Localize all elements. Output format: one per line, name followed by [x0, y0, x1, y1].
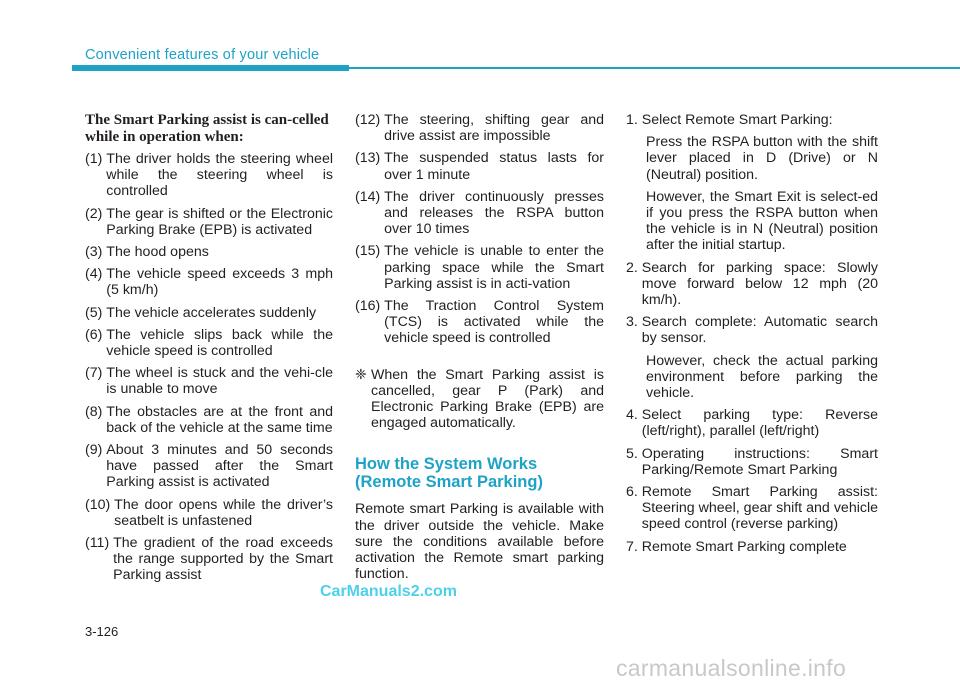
list-item: [355, 150, 604, 182]
step-head: [626, 314, 878, 346]
item-number: (16): [355, 298, 385, 315]
list-item: [85, 327, 333, 359]
item-number: (1): [85, 151, 107, 167]
operation-steps-list: [626, 112, 878, 555]
step-text: Operating instructions: Smart Parking/Remote Smart Parking: [641, 445, 878, 478]
item-number: (6): [85, 326, 107, 343]
header-rule: [349, 67, 960, 69]
header-accent-bar: [72, 65, 349, 71]
step-text: Remote Smart Parking complete: [641, 538, 847, 555]
step-head: [626, 484, 878, 533]
item-text: The wheel is stuck and the vehi-cle is unable to move: [106, 365, 333, 398]
item-text: About 3 minutes and 50 seconds have passed after the Smart Parking assist is activated: [106, 442, 333, 491]
page-number: 3-126: [85, 624, 119, 639]
footer-site-watermark: carmanualsonline.info: [616, 655, 847, 681]
step-text: Remote Smart Parking assist: Steering wheel, gear shift and vehicle speed control (reverse parking): [641, 484, 878, 533]
step-text: Search complete: Automatic search by sensor.: [641, 314, 878, 347]
step-head: [626, 407, 878, 439]
step-head: [626, 112, 878, 128]
step-item: [626, 539, 878, 555]
list-item: [85, 244, 333, 260]
list-item: [85, 151, 333, 200]
list-item: [85, 497, 333, 529]
step-item: [626, 314, 878, 401]
item-text: The suspended status lasts for over 1 minute: [384, 150, 604, 183]
list-item: [85, 266, 333, 298]
list-item: [85, 365, 333, 397]
cancel-conditions-list-continued: [355, 112, 604, 347]
list-item: [355, 112, 604, 144]
column-left: [85, 112, 333, 590]
column-middle: [355, 112, 604, 582]
step-head: [626, 446, 878, 478]
cancel-conditions-list: [85, 151, 333, 584]
step-head: [626, 539, 878, 555]
step-subtext: Press the RSPA button with the shift lever placed in D (Drive) or N (Neutral) position.: [646, 134, 878, 183]
item-number: (10): [85, 496, 115, 513]
list-item: [85, 206, 333, 238]
step-item: [626, 446, 878, 478]
note-text: When the Smart Parking assist is cancelled, gear P (Park) and Electronic Parking Brake (EPB) are engaged automatically.: [371, 366, 604, 432]
step-number: 3.: [626, 314, 642, 331]
cancel-conditions-heading: The Smart Parking assist is can-celled while in operation when:: [85, 112, 329, 145]
note: [355, 367, 604, 432]
step-subtext: However, the Smart Exit is select-ed if you press the RSPA button when the vehicle is in N (Neutral) position after the initial startup.: [646, 188, 878, 254]
section-header-title: Convenient features of your vehicle: [85, 47, 320, 63]
watermark-logo: CarManuals2.com: [320, 583, 457, 600]
step-item: [626, 112, 878, 254]
step-number: 4.: [626, 407, 642, 424]
item-text: The gradient of the road exceeds the range supported by the Smart Parking assist: [113, 535, 333, 584]
step-text: Search for parking space: Slowly move forward below 12 mph (20 km/h).: [641, 259, 878, 309]
intro-paragraph: Remote smart Parking is available with the driver outside the vehicle. Make sure the conditions available before activation the Remote smart parking function.: [355, 501, 604, 583]
item-number: (7): [85, 365, 107, 382]
item-text: The gear is shifted or the Electronic Parking Brake (EPB) is activated: [106, 205, 333, 238]
section-title-line2: (Remote Smart Parking): [355, 473, 543, 492]
item-text: The vehicle accelerates suddenly: [106, 304, 317, 321]
item-text: The steering, shifting gear and drive assist are impossible: [384, 112, 604, 145]
step-number: 5.: [626, 445, 642, 462]
column-right: [626, 112, 878, 561]
section-title: [355, 455, 604, 491]
section-title-line1: How the System Works: [355, 455, 538, 474]
item-text: The vehicle speed exceeds 3 mph (5 km/h): [106, 266, 333, 299]
item-text: The vehicle slips back while the vehicle speed is controlled: [106, 326, 333, 360]
list-item: [85, 535, 333, 584]
item-text: The vehicle is unable to enter the parking space while the Smart Parking assist is in acti-vation: [384, 243, 604, 292]
list-item: [355, 298, 604, 347]
list-item: [355, 189, 604, 238]
step-number: 7.: [626, 538, 642, 555]
step-item: [626, 484, 878, 533]
item-number: (9): [85, 442, 107, 459]
item-text: The obstacles are at the front and back of the vehicle at the same time: [106, 403, 333, 436]
item-text: The hood opens: [106, 244, 209, 261]
item-number: (11): [85, 535, 114, 552]
item-number: (2): [85, 205, 107, 222]
item-number: (4): [85, 266, 107, 283]
step-number: 6.: [626, 484, 642, 501]
step-text: Select Remote Smart Parking:: [641, 112, 833, 128]
step-item: [626, 260, 878, 309]
item-text: The driver continuously presses and releases the RSPA button over 10 times: [384, 188, 604, 238]
step-subtext: However, check the actual parking environment before parking the vehicle.: [646, 352, 878, 402]
item-number: (12): [355, 112, 385, 128]
item-number: (14): [355, 188, 385, 205]
step-item: [626, 407, 878, 439]
step-number: 1.: [626, 112, 642, 128]
step-text: Select parking type: Reverse (left/right), parallel (left/right): [641, 407, 878, 440]
list-item: [355, 243, 604, 292]
item-number: (13): [355, 150, 385, 167]
step-head: [626, 260, 878, 309]
item-text: The driver holds the steering wheel while the steering wheel is controlled: [106, 151, 333, 200]
item-text: The door opens while the driver’s seatbelt is unfastened: [114, 496, 333, 529]
item-number: (5): [85, 304, 107, 321]
item-number: (3): [85, 244, 107, 261]
item-text: The Traction Control System (TCS) is activated while the vehicle speed is controlled: [384, 298, 604, 347]
list-item: [85, 404, 333, 436]
item-number: (8): [85, 403, 107, 420]
item-number: (15): [355, 243, 385, 260]
note-mark-icon: ❈: [355, 366, 367, 383]
list-item: [85, 442, 333, 491]
list-item: [85, 305, 333, 321]
step-number: 2.: [626, 259, 642, 276]
